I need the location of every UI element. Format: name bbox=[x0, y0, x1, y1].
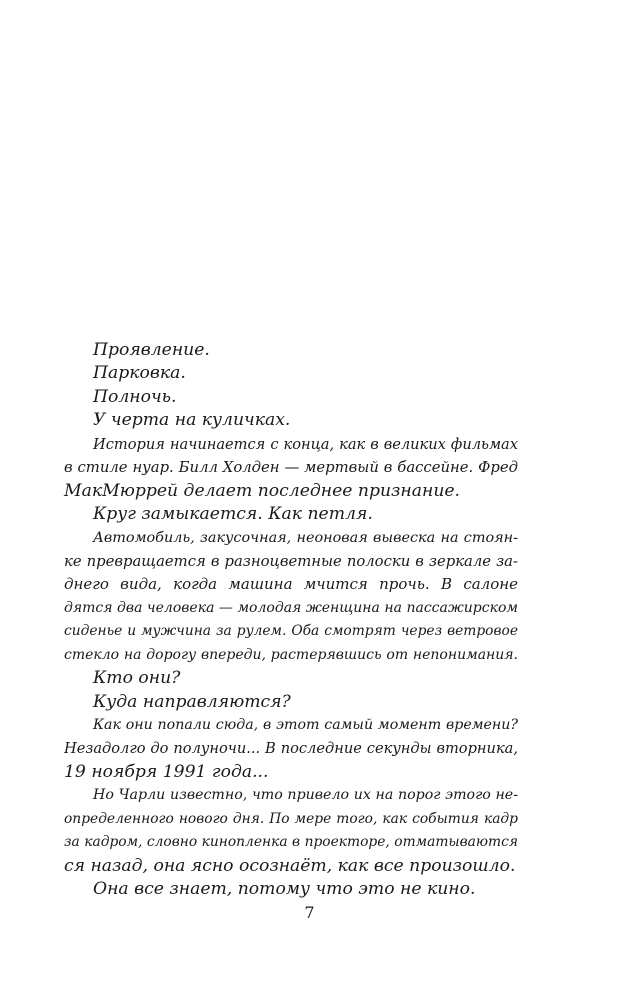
text-line: определенного нового дня. По мере того, как события кадр bbox=[64, 810, 518, 827]
text-line: У черта на куличках. bbox=[93, 410, 291, 431]
page-number: 7 bbox=[304, 903, 315, 922]
text-line: Парковка. bbox=[93, 363, 186, 384]
text-line: Проявление. bbox=[93, 340, 210, 360]
text-line: 19 ноября 1991 года... bbox=[64, 761, 269, 782]
text-line: Круг замыкается. Как петля. bbox=[93, 504, 373, 525]
text-line: днего вида, когда машина мчится прочь. В салоне bbox=[64, 575, 518, 594]
text-line: сиденье и мужчина за рулем. Оба смотрят через ветровое bbox=[64, 623, 518, 640]
text-line: ке превращается в разноцветные полоски в зеркале за- bbox=[64, 552, 518, 570]
text-line: Как они попали сюда, в этот самый момент времени? bbox=[93, 717, 518, 733]
text-line: ся назад, она ясно осознаёт, как все произошло. bbox=[64, 855, 516, 876]
text-line: дятся два человека — молодая женщина на пассажирском bbox=[64, 599, 518, 616]
text-line: стекло на дорогу впереди, растерявшись от непонимания. bbox=[64, 646, 518, 663]
text-line: Кто они? bbox=[93, 668, 181, 689]
text-line: в стиле нуар. Билл Холден — мертвый в бассейне. Фред bbox=[64, 459, 518, 477]
text-line: История начинается с конца, как в великих фильмах bbox=[93, 435, 518, 453]
body-text bbox=[64, 339, 518, 902]
text-line: Автомобиль, закусочная, неоновая вывеска на стоян- bbox=[93, 529, 518, 546]
text-line: Но Чарли известно, что привело их на порог этого не- bbox=[93, 787, 518, 804]
text-line: Она все знает, потому что это не кино. bbox=[93, 879, 476, 900]
text-line: Куда направляются? bbox=[93, 691, 291, 712]
text-line: Незадолго до полуночи... В последние секунды вторника, bbox=[64, 740, 518, 758]
text-line: МакМюррей делает последнее признание. bbox=[64, 480, 461, 501]
text-line: за кадром, словно кинопленка в проекторе, отматываются bbox=[64, 834, 518, 851]
text-line: Полночь. bbox=[93, 386, 177, 407]
